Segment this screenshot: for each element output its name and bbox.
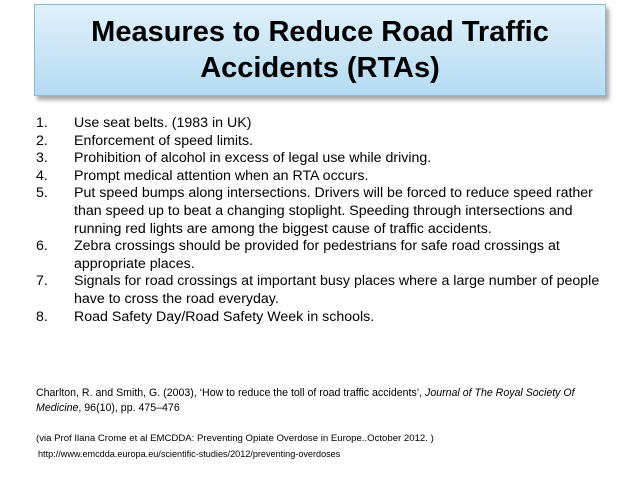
item-number: 1. [36,115,48,131]
citation [36,386,616,416]
item-text: Zebra crossings should be provided for pedestrians for safe road crossings at appropriate places. [74,238,560,272]
list-item [36,309,610,327]
item-text: Use seat belts. (1983 in UK) [74,115,252,131]
source-url[interactable]: http://www.emcdda.europa.eu/scientific-studies/2012/preventing-overdoses [38,449,341,459]
list-item [36,238,610,273]
item-number: 2. [36,132,48,149]
list-item [36,150,610,168]
citation-authors: Charlton, R. and Smith, G. (2003), ‘How to reduce the toll of road traffic accidents’, [36,387,426,399]
item-number: 3. [36,150,48,167]
item-text: Prompt medical attention when an RTA occurs. [74,167,369,184]
slide-title: Measures to Reduce Road Traffic Accidents (RTAs) [91,16,549,84]
item-number: 5. [36,185,48,202]
item-number: 6. [36,238,48,255]
source-note: (via Prof Ilana Crome et al EMCDDA: Preventing Opiate Overdose in Europe..October 2012. ) [36,433,434,444]
citation-journal: Journal of The Royal Society Of Medicine [36,387,575,414]
item-text: Put speed bumps along intersections. Drivers will be forced to reduce speed rather than speed up to beat a changing stoplight. Speeding through intersections and running red lights are among the biggest cause of traffic accidents. [74,185,593,237]
item-text: Prohibition of alcohol in excess of legal use while driving. [74,150,432,167]
item-number: 8. [36,308,48,325]
citation-details: , 96(10), pp. 475–476 [78,402,180,414]
list-item [36,115,610,133]
measures-list [36,115,610,326]
title-box [34,4,606,96]
item-number: 4. [36,167,48,184]
list-item [36,168,610,186]
item-text: Signals for road crossings at important busy places where a large number of people have to cross the road everyday. [74,273,600,307]
list-item [36,133,610,151]
item-text: Enforcement of speed limits. [74,132,253,149]
item-number: 7. [36,273,48,290]
list-item [36,273,610,308]
list-item [36,185,610,238]
item-text: Road Safety Day/Road Safety Week in schools. [74,308,375,325]
